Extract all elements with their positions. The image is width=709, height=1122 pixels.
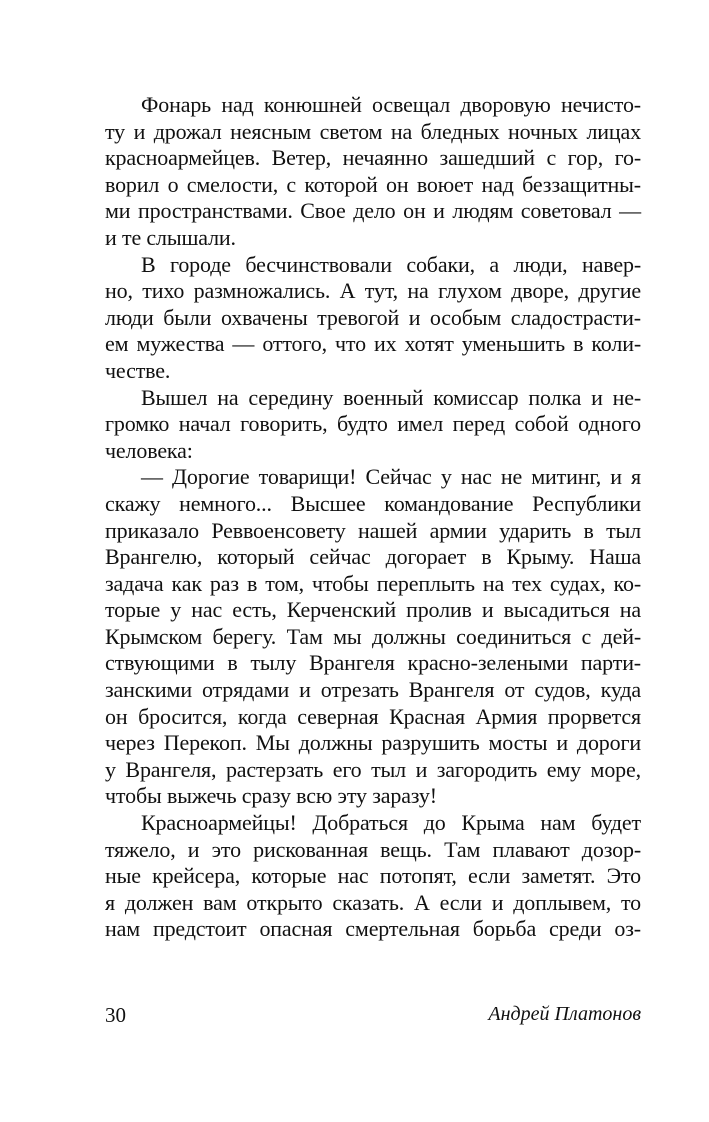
paragraph <box>105 464 641 810</box>
text-line: ту и дрожал неясным светом на бледных ночных лицах <box>105 118 641 144</box>
paragraph <box>105 92 641 252</box>
paragraph <box>105 252 641 385</box>
text-line: В городе бесчинствовали собаки, а люди, навер- <box>141 251 641 277</box>
text-line: Фонарь над конюшней освещал дворовую нечисто- <box>141 92 641 117</box>
text-line: Красноармейцы! Добраться до Крыма нам будет <box>141 810 641 836</box>
text-line: торые у нас есть, Керченский пролив и высадиться на <box>105 597 641 623</box>
text-line: ные крейсера, которые нас потопят, если заметят. Это <box>105 863 641 889</box>
text-line: он бросится, когда северная Красная Армия прорвется <box>105 703 641 729</box>
text-line: Врангелю, который сейчас догорает в Крыму. Наша <box>105 544 641 570</box>
text-line: человека: <box>105 437 193 463</box>
text-line: ем мужества — оттого, что их хотят уменьшить в коли- <box>105 331 641 357</box>
text-line: скажу немного... Высшее командование Республики <box>105 490 641 516</box>
text-line: через Перекоп. Мы должны разрушить мосты и дороги <box>105 730 641 756</box>
running-author: Андрей Платонов <box>488 1003 641 1025</box>
book-page <box>105 92 641 1037</box>
page-footer <box>105 1003 641 1033</box>
text-line: я должен вам открыто сказать. А если и доплывем, то <box>105 889 641 915</box>
text-line: Вышел на середину военный комиссар полка и не- <box>141 384 641 410</box>
text-line: громко начал говорить, будто имел перед собой одного <box>105 411 641 437</box>
text-line: нам предстоит опасная смертельная борьба среди оз- <box>105 916 641 942</box>
paragraph <box>105 385 641 465</box>
body-text <box>105 92 641 943</box>
text-line: и те слышали. <box>105 224 236 250</box>
text-line: но, тихо размножались. А тут, на глухом дворе, другие <box>105 278 641 304</box>
text-line: ми пространствами. Свое дело он и людям советовал — <box>105 198 641 224</box>
text-line: люди были охвачены тревогой и особым сладострасти- <box>105 304 641 330</box>
text-line: занскими отрядами и отрезать Врангеля от судов, куда <box>105 677 641 703</box>
text-line: тяжело, и это рискованная вещь. Там плавают дозор- <box>105 836 641 862</box>
page-number: 30 <box>105 1003 126 1027</box>
text-line: у Врангеля, растерзать его тыл и загородить ему море, <box>105 756 641 782</box>
text-line: чтобы выжечь сразу всю эту заразу! <box>105 783 437 809</box>
text-line: приказало Реввоенсовету нашей армии ударить в тыл <box>105 517 641 543</box>
text-line: Крымском берегу. Там мы должны соединиться с дей- <box>105 623 641 649</box>
paragraph <box>105 810 641 943</box>
text-line: ворил о смелости, с которой он воюет над беззащитны- <box>105 171 641 197</box>
text-line: ствующими в тылу Врангеля красно-зелеными парти- <box>105 650 641 676</box>
text-line: честве. <box>105 357 171 383</box>
text-line: — Дорогие товарищи! Сейчас у нас не митинг, и я <box>141 464 641 490</box>
text-line: красноармейцев. Ветер, нечаянно зашедший с гор, го- <box>105 145 641 171</box>
text-line: задача как раз в том, чтобы переплыть на тех судах, ко- <box>105 570 641 596</box>
